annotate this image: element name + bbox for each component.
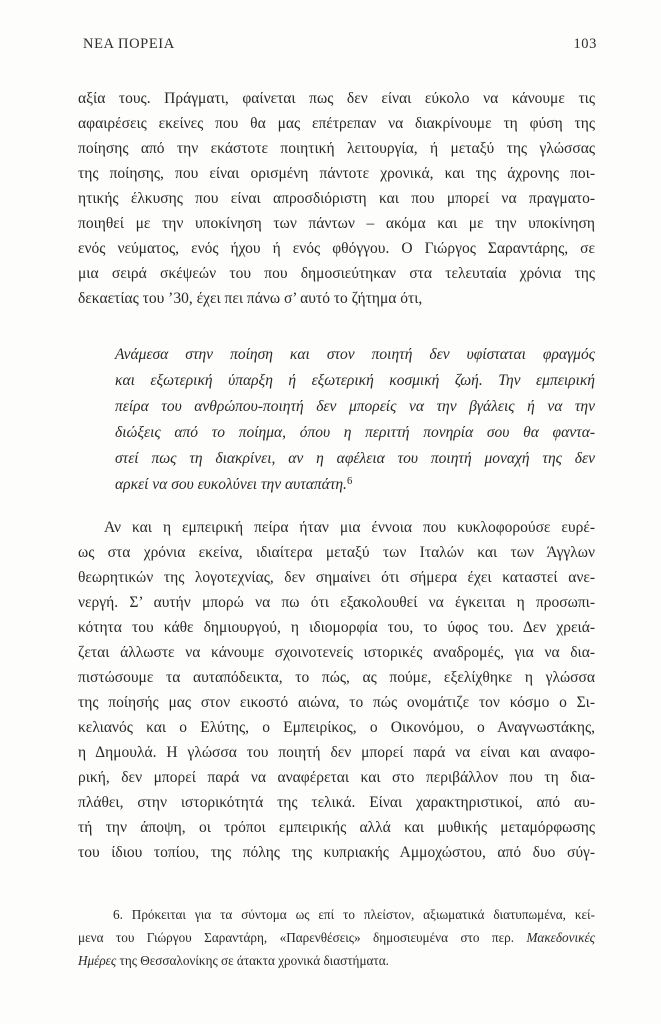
text-line: ποιηθεί με την υποκίνηση των πάντων – ακόμα και με την υποκίνηση bbox=[78, 215, 595, 232]
text-line: διώξεις από το ποίημα, όπου η περιττή πονηρία σου θα φαντα- bbox=[115, 424, 595, 441]
text-line: της ποίησης, που είναι ορισμένη πάντοτε χρονικά, και της άχρονης ποι- bbox=[78, 165, 595, 182]
text-line: κελιανός και ο Ελύτης, ο Εμπειρίκος, ο Οικονόμου, ο Αναγνωστάκης, bbox=[78, 719, 595, 736]
text-line: ως στα χρόνια εκείνα, ιδιαίτερα μεταξύ των Ιταλών και των Άγγλων bbox=[78, 544, 595, 561]
text-line: τή την άποψη, οι τρόποι εμπειρικής αλλά και μυθικής μεταμόρφωσης bbox=[78, 819, 595, 836]
block-quote-sarantaris bbox=[115, 342, 595, 498]
page-number: 103 bbox=[573, 36, 597, 52]
text-line: αξία τους. Πράγματι, φαίνεται πως δεν είναι εύκολο να κάνουμε τις bbox=[78, 90, 595, 107]
text-line: της ποίησής μας στον εικοστό αιώνα, το πώς ονομάτιζε τον κόσμο ο Σι- bbox=[78, 694, 595, 711]
text-line: ποίησης από την εκάστοτε ποιητική λειτουργία, ή μεταξύ της γλώσσας bbox=[78, 140, 595, 157]
text-line: 6. Πρόκειται για τα σύντομα ως επί το πλείστον, αξιωματικά διατυπωμένα, κεί- bbox=[113, 907, 595, 922]
text-line: Ημέρες της Θεσσαλονίκης σε άτακτα χρονικά διαστήματα. bbox=[78, 953, 389, 968]
running-head-journal-title: ΝΕΑ ΠΟΡΕΙΑ bbox=[83, 36, 175, 52]
text-line: μια σειρά σκέψεών του που δημοσιεύτηκαν στα τελευταία χρόνια της bbox=[78, 265, 595, 282]
main-text-column bbox=[78, 86, 595, 865]
paragraph bbox=[78, 515, 595, 865]
text-line: του ίδιου τοπίου, της πόλης της κυπριακής Αμμοχώστου, από δυο σύγ- bbox=[78, 844, 595, 861]
text-line: πλάθει, στην ιστορικότητά της τελικά. Είναι χαρακτηριστικοί, από αυ- bbox=[78, 794, 595, 811]
text-line: και εξωτερική ύπαρξη ή εξωτερική κοσμική ζωή. Την εμπειρική bbox=[115, 372, 595, 389]
footnote-reference: 6 bbox=[346, 476, 353, 488]
text-line: πιστώσουμε τα αυταπόδεικτα, το πώς, ας πούμε, εξελίχθηκε η γλώσσα bbox=[78, 669, 595, 686]
text-line: κότητα του κάθε δημιουργού, η ιδιομορφία του, το ύφος του. Δεν χρειά- bbox=[78, 619, 595, 636]
text-line: νεργή. Σ’ αυτήν μπορώ να πω ότι εξακολουθεί να έγκειται η προσωπι- bbox=[78, 594, 595, 611]
footnote bbox=[78, 903, 595, 972]
text-line: στεί πως τη διακρίνει, αν η αφέλεια του ποιητή μοναχή της δεν bbox=[115, 450, 595, 467]
text-line: θεωρητικών της λογοτεχνίας, δεν σημαίνει ότι σήμερα έχει καταστεί ανε- bbox=[78, 569, 595, 586]
text-line: Ανάμεσα στην ποίηση και στον ποιητή δεν υφίσταται φραγμός bbox=[115, 346, 595, 363]
text-line: ητικής έλκυσης που είναι απροσδιόριστη και που μπορεί να πραγματο- bbox=[78, 190, 595, 207]
text-line: η Δημουλά. Η γλώσσα του ποιητή δεν μπορεί παρά να είναι και αναφο- bbox=[78, 744, 595, 761]
paragraph-continuation bbox=[78, 86, 595, 311]
text-line: αρκεί να σου ευκολύνει την αυταπάτη.$^6$ bbox=[115, 476, 353, 493]
text-line: πείρα του ανθρώπου-ποιητή δεν μπορείς να την βγάλεις ή να την bbox=[115, 398, 595, 415]
text-line: μενα του Γιώργου Σαραντάρη, «Παρενθέσεις» δημοσιευμένα στο περ. Μακεδονικές bbox=[78, 930, 595, 945]
text-line: ενός νεύματος, ενός ήχου ή ενός φθόγγου. Ο Γιώργος Σαραντάρης, σε bbox=[78, 240, 595, 257]
text-line: αφαιρέσεις εκείνες που θα μας επέτρεπαν να διακρίνουμε τη φύση της bbox=[78, 115, 595, 132]
text-line: ρική, δεν μπορεί παρά να αναφέρεται και στο περιβάλλον που τη δια- bbox=[78, 769, 595, 786]
running-head bbox=[83, 36, 597, 53]
text-line: ζεται άλλωστε να κάνουμε σχοινοτενείς ιστορικές αναδρομές, για να δια- bbox=[78, 644, 595, 661]
text-line: Αν και η εμπειρική πείρα ήταν μια έννοια που κυκλοφορούσε ευρέ- bbox=[104, 519, 595, 536]
text-line: δεκαετίας του ’30, έχει πει πάνω σ’ αυτό το ζήτημα ότι, bbox=[78, 290, 423, 307]
